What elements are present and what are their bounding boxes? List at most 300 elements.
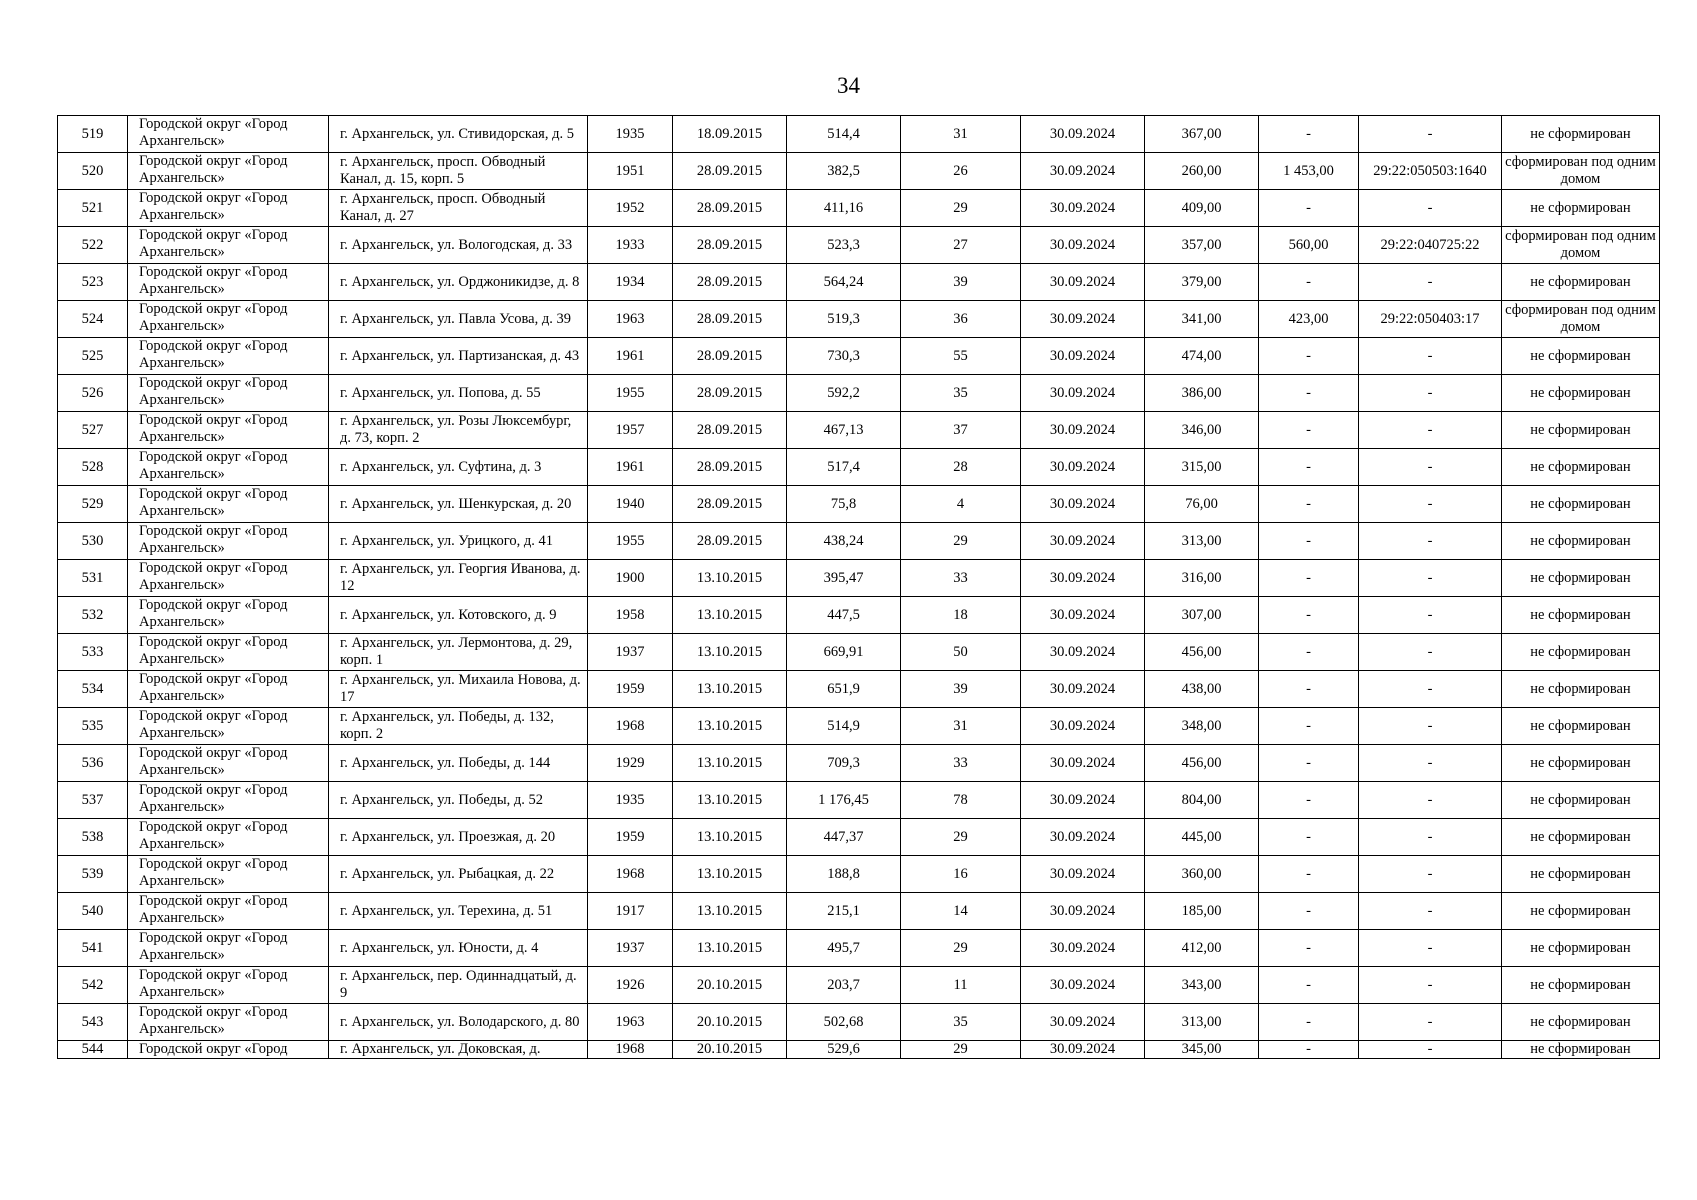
deadline-cell: 30.09.2024 [1021,930,1145,967]
land-status-cell: не сформирован [1502,375,1660,412]
row-number-cell: 523 [58,264,128,301]
table-row [58,782,1660,819]
residents-cell: 78 [901,782,1021,819]
residents-cell: 31 [901,116,1021,153]
table-row [58,412,1660,449]
cadastral-number-cell: 29:22:050403:17 [1359,301,1502,338]
area-cell: 447,5 [787,597,901,634]
recognition-date-cell: 28.09.2015 [673,523,787,560]
row-number-cell: 542 [58,967,128,1004]
recognition-date-cell: 28.09.2015 [673,338,787,375]
recognition-date-cell: 13.10.2015 [673,782,787,819]
recognition-date-cell: 13.10.2015 [673,671,787,708]
table-row [58,227,1660,264]
value-cell: 346,00 [1145,412,1259,449]
land-area-cell: - [1259,893,1359,930]
row-number-cell: 519 [58,116,128,153]
cadastral-number-cell: - [1359,597,1502,634]
residents-cell: 35 [901,1004,1021,1041]
owner-cell: Городской округ «Город Архангельск» [128,523,329,560]
deadline-cell: 30.09.2024 [1021,745,1145,782]
build-year-cell: 1935 [588,782,673,819]
owner-cell: Городской округ «Город Архангельск» [128,1004,329,1041]
row-number-cell: 541 [58,930,128,967]
area-cell: 382,5 [787,153,901,190]
cadastral-number-cell: - [1359,1004,1502,1041]
residents-cell: 14 [901,893,1021,930]
build-year-cell: 1934 [588,264,673,301]
value-cell: 315,00 [1145,449,1259,486]
land-area-cell: - [1259,745,1359,782]
address-cell: г. Архангельск, ул. Володарского, д. 80 [329,1004,588,1041]
land-status-cell: не сформирован [1502,338,1660,375]
build-year-cell: 1955 [588,523,673,560]
recognition-date-cell: 18.09.2015 [673,116,787,153]
cadastral-number-cell: - [1359,856,1502,893]
area-cell: 514,9 [787,708,901,745]
deadline-cell: 30.09.2024 [1021,967,1145,1004]
build-year-cell: 1963 [588,301,673,338]
cadastral-number-cell: - [1359,819,1502,856]
residents-cell: 33 [901,745,1021,782]
build-year-cell: 1900 [588,560,673,597]
deadline-cell: 30.09.2024 [1021,782,1145,819]
address-cell: г. Архангельск, ул. Партизанская, д. 43 [329,338,588,375]
deadline-cell: 30.09.2024 [1021,227,1145,264]
table-row [58,597,1660,634]
value-cell: 185,00 [1145,893,1259,930]
address-cell: г. Архангельск, ул. Урицкого, д. 41 [329,523,588,560]
residents-cell: 39 [901,264,1021,301]
table-row [58,190,1660,227]
area-cell: 669,91 [787,634,901,671]
area-cell: 523,3 [787,227,901,264]
cadastral-number-cell: - [1359,782,1502,819]
row-number-cell: 540 [58,893,128,930]
deadline-cell: 30.09.2024 [1021,264,1145,301]
area-cell: 438,24 [787,523,901,560]
row-number-cell: 544 [58,1041,128,1059]
build-year-cell: 1968 [588,856,673,893]
recognition-date-cell: 28.09.2015 [673,375,787,412]
address-cell: г. Архангельск, ул. Юности, д. 4 [329,930,588,967]
land-area-cell: - [1259,671,1359,708]
residents-cell: 16 [901,856,1021,893]
deadline-cell: 30.09.2024 [1021,819,1145,856]
row-number-cell: 522 [58,227,128,264]
area-cell: 203,7 [787,967,901,1004]
owner-cell: Городской округ «Город Архангельск» [128,227,329,264]
land-area-cell: - [1259,190,1359,227]
land-area-cell: - [1259,708,1359,745]
table-row [58,819,1660,856]
area-cell: 517,4 [787,449,901,486]
deadline-cell: 30.09.2024 [1021,190,1145,227]
build-year-cell: 1958 [588,597,673,634]
table-row [58,930,1660,967]
recognition-date-cell: 28.09.2015 [673,227,787,264]
value-cell: 474,00 [1145,338,1259,375]
area-cell: 709,3 [787,745,901,782]
address-cell: г. Архангельск, ул. Суфтина, д. 3 [329,449,588,486]
address-cell: г. Архангельск, ул. Орджоникидзе, д. 8 [329,264,588,301]
value-cell: 313,00 [1145,1004,1259,1041]
area-cell: 467,13 [787,412,901,449]
owner-cell: Городской округ «Город Архангельск» [128,708,329,745]
table-row [58,893,1660,930]
area-cell: 519,3 [787,301,901,338]
land-area-cell: - [1259,967,1359,1004]
land-area-cell: - [1259,634,1359,671]
value-cell: 804,00 [1145,782,1259,819]
row-number-cell: 533 [58,634,128,671]
land-status-cell: не сформирован [1502,116,1660,153]
recognition-date-cell: 13.10.2015 [673,930,787,967]
owner-cell: Городской округ «Город Архангельск» [128,893,329,930]
recognition-date-cell: 28.09.2015 [673,301,787,338]
land-status-cell: не сформирован [1502,1004,1660,1041]
land-area-cell: - [1259,930,1359,967]
owner-cell: Городской округ «Город Архангельск» [128,967,329,1004]
land-status-cell: не сформирован [1502,523,1660,560]
value-cell: 456,00 [1145,634,1259,671]
owner-cell: Городской округ «Город Архангельск» [128,412,329,449]
land-status-cell: не сформирован [1502,449,1660,486]
value-cell: 348,00 [1145,708,1259,745]
owner-cell: Городской округ «Город Архангельск» [128,375,329,412]
recognition-date-cell: 13.10.2015 [673,745,787,782]
deadline-cell: 30.09.2024 [1021,597,1145,634]
deadline-cell: 30.09.2024 [1021,856,1145,893]
build-year-cell: 1961 [588,449,673,486]
owner-cell: Городской округ «Город Архангельск» [128,153,329,190]
land-area-cell: 423,00 [1259,301,1359,338]
recognition-date-cell: 28.09.2015 [673,486,787,523]
build-year-cell: 1959 [588,671,673,708]
area-cell: 502,68 [787,1004,901,1041]
land-status-cell: не сформирован [1502,893,1660,930]
land-status-cell: сформирован под одним домом [1502,227,1660,264]
residents-cell: 18 [901,597,1021,634]
row-number-cell: 532 [58,597,128,634]
table-row [58,338,1660,375]
land-area-cell: - [1259,412,1359,449]
value-cell: 412,00 [1145,930,1259,967]
deadline-cell: 30.09.2024 [1021,1004,1145,1041]
owner-cell: Городской округ «Город [128,1041,329,1059]
value-cell: 456,00 [1145,745,1259,782]
row-number-cell: 529 [58,486,128,523]
value-cell: 409,00 [1145,190,1259,227]
value-cell: 357,00 [1145,227,1259,264]
land-status-cell: не сформирован [1502,1041,1660,1059]
build-year-cell: 1937 [588,634,673,671]
row-number-cell: 537 [58,782,128,819]
row-number-cell: 543 [58,1004,128,1041]
build-year-cell: 1963 [588,1004,673,1041]
cadastral-number-cell: - [1359,671,1502,708]
housing-registry-table [57,115,1660,1059]
cadastral-number-cell: - [1359,1041,1502,1059]
land-status-cell: не сформирован [1502,930,1660,967]
land-area-cell: - [1259,819,1359,856]
build-year-cell: 1955 [588,375,673,412]
deadline-cell: 30.09.2024 [1021,153,1145,190]
area-cell: 564,24 [787,264,901,301]
residents-cell: 29 [901,523,1021,560]
table-row [58,116,1660,153]
cadastral-number-cell: - [1359,449,1502,486]
row-number-cell: 528 [58,449,128,486]
value-cell: 341,00 [1145,301,1259,338]
address-cell: г. Архангельск, ул. Проезжая, д. 20 [329,819,588,856]
land-status-cell: не сформирован [1502,745,1660,782]
address-cell: г. Архангельск, ул. Попова, д. 55 [329,375,588,412]
build-year-cell: 1952 [588,190,673,227]
cadastral-number-cell: - [1359,893,1502,930]
owner-cell: Городской округ «Город Архангельск» [128,671,329,708]
row-number-cell: 520 [58,153,128,190]
table-row [58,560,1660,597]
cadastral-number-cell: - [1359,930,1502,967]
value-cell: 316,00 [1145,560,1259,597]
build-year-cell: 1961 [588,338,673,375]
address-cell: г. Архангельск, ул. Стивидорская, д. 5 [329,116,588,153]
owner-cell: Городской округ «Город Архангельск» [128,449,329,486]
owner-cell: Городской округ «Город Архангельск» [128,116,329,153]
residents-cell: 35 [901,375,1021,412]
row-number-cell: 525 [58,338,128,375]
land-area-cell: 560,00 [1259,227,1359,264]
area-cell: 651,9 [787,671,901,708]
residents-cell: 31 [901,708,1021,745]
land-area-cell: - [1259,856,1359,893]
table-row [58,671,1660,708]
cadastral-number-cell: - [1359,523,1502,560]
table-row [58,634,1660,671]
cadastral-number-cell: 29:22:040725:22 [1359,227,1502,264]
area-cell: 529,6 [787,1041,901,1059]
build-year-cell: 1935 [588,116,673,153]
recognition-date-cell: 13.10.2015 [673,597,787,634]
owner-cell: Городской округ «Город Архангельск» [128,597,329,634]
deadline-cell: 30.09.2024 [1021,634,1145,671]
area-cell: 592,2 [787,375,901,412]
owner-cell: Городской округ «Город Архангельск» [128,819,329,856]
value-cell: 345,00 [1145,1041,1259,1059]
deadline-cell: 30.09.2024 [1021,523,1145,560]
cadastral-number-cell: - [1359,560,1502,597]
page-number: 34 [837,73,860,98]
recognition-date-cell: 13.10.2015 [673,856,787,893]
recognition-date-cell: 28.09.2015 [673,190,787,227]
address-cell: г. Архангельск, ул. Михаила Новова, д. 17 [329,671,588,708]
value-cell: 438,00 [1145,671,1259,708]
land-area-cell: 1 453,00 [1259,153,1359,190]
land-area-cell: - [1259,338,1359,375]
land-status-cell: сформирован под одним домом [1502,301,1660,338]
land-area-cell: - [1259,486,1359,523]
address-cell: г. Архангельск, ул. Рыбацкая, д. 22 [329,856,588,893]
recognition-date-cell: 13.10.2015 [673,893,787,930]
build-year-cell: 1968 [588,708,673,745]
address-cell: г. Архангельск, ул. Вологодская, д. 33 [329,227,588,264]
table-row [58,264,1660,301]
area-cell: 188,8 [787,856,901,893]
recognition-date-cell: 28.09.2015 [673,264,787,301]
land-area-cell: - [1259,375,1359,412]
owner-cell: Городской округ «Город Архангельск» [128,930,329,967]
row-number-cell: 535 [58,708,128,745]
land-status-cell: не сформирован [1502,967,1660,1004]
deadline-cell: 30.09.2024 [1021,116,1145,153]
deadline-cell: 30.09.2024 [1021,449,1145,486]
table-row [58,486,1660,523]
recognition-date-cell: 13.10.2015 [673,634,787,671]
address-cell: г. Архангельск, просп. Обводный Канал, д. 27 [329,190,588,227]
address-cell: г. Архангельск, ул. Котовского, д. 9 [329,597,588,634]
cadastral-number-cell: - [1359,375,1502,412]
value-cell: 367,00 [1145,116,1259,153]
build-year-cell: 1926 [588,967,673,1004]
table-body [58,116,1660,1059]
land-area-cell: - [1259,560,1359,597]
land-area-cell: - [1259,597,1359,634]
address-cell: г. Архангельск, ул. Розы Люксембург, д. 73, корп. 2 [329,412,588,449]
row-number-cell: 527 [58,412,128,449]
residents-cell: 26 [901,153,1021,190]
residents-cell: 29 [901,190,1021,227]
deadline-cell: 30.09.2024 [1021,1041,1145,1059]
land-area-cell: - [1259,1041,1359,1059]
address-cell: г. Архангельск, ул. Терехина, д. 51 [329,893,588,930]
area-cell: 514,4 [787,116,901,153]
residents-cell: 36 [901,301,1021,338]
row-number-cell: 530 [58,523,128,560]
cadastral-number-cell: - [1359,708,1502,745]
residents-cell: 50 [901,634,1021,671]
owner-cell: Городской округ «Город Архангельск» [128,782,329,819]
owner-cell: Городской округ «Город Архангельск» [128,264,329,301]
table-row [58,375,1660,412]
land-status-cell: не сформирован [1502,560,1660,597]
table-row [58,1004,1660,1041]
owner-cell: Городской округ «Город Архангельск» [128,856,329,893]
land-area-cell: - [1259,449,1359,486]
table-row [58,1041,1660,1059]
recognition-date-cell: 28.09.2015 [673,449,787,486]
cadastral-number-cell: - [1359,116,1502,153]
land-status-cell: не сформирован [1502,671,1660,708]
table-row [58,449,1660,486]
deadline-cell: 30.09.2024 [1021,375,1145,412]
land-status-cell: не сформирован [1502,597,1660,634]
land-status-cell: сформирован под одним домом [1502,153,1660,190]
owner-cell: Городской округ «Город Архангельск» [128,560,329,597]
residents-cell: 11 [901,967,1021,1004]
table-row [58,856,1660,893]
value-cell: 386,00 [1145,375,1259,412]
build-year-cell: 1957 [588,412,673,449]
recognition-date-cell: 13.10.2015 [673,708,787,745]
area-cell: 1 176,45 [787,782,901,819]
recognition-date-cell: 28.09.2015 [673,153,787,190]
value-cell: 307,00 [1145,597,1259,634]
build-year-cell: 1951 [588,153,673,190]
land-status-cell: не сформирован [1502,634,1660,671]
table-row [58,153,1660,190]
land-status-cell: не сформирован [1502,264,1660,301]
residents-cell: 39 [901,671,1021,708]
deadline-cell: 30.09.2024 [1021,671,1145,708]
value-cell: 379,00 [1145,264,1259,301]
deadline-cell: 30.09.2024 [1021,301,1145,338]
residents-cell: 29 [901,930,1021,967]
row-number-cell: 531 [58,560,128,597]
cadastral-number-cell: - [1359,338,1502,375]
cadastral-number-cell: - [1359,634,1502,671]
land-status-cell: не сформирован [1502,486,1660,523]
owner-cell: Городской округ «Город Архангельск» [128,634,329,671]
area-cell: 411,16 [787,190,901,227]
value-cell: 313,00 [1145,523,1259,560]
cadastral-number-cell: - [1359,412,1502,449]
row-number-cell: 539 [58,856,128,893]
table-row [58,301,1660,338]
owner-cell: Городской округ «Город Архангельск» [128,338,329,375]
area-cell: 215,1 [787,893,901,930]
area-cell: 495,7 [787,930,901,967]
build-year-cell: 1933 [588,227,673,264]
cadastral-number-cell: - [1359,190,1502,227]
residents-cell: 29 [901,819,1021,856]
residents-cell: 55 [901,338,1021,375]
recognition-date-cell: 13.10.2015 [673,819,787,856]
cadastral-number-cell: - [1359,967,1502,1004]
address-cell: г. Архангельск, ул. Георгия Иванова, д. 12 [329,560,588,597]
owner-cell: Городской округ «Город Архангельск» [128,190,329,227]
build-year-cell: 1929 [588,745,673,782]
area-cell: 75,8 [787,486,901,523]
residents-cell: 37 [901,412,1021,449]
build-year-cell: 1959 [588,819,673,856]
owner-cell: Городской округ «Город Архангельск» [128,301,329,338]
deadline-cell: 30.09.2024 [1021,412,1145,449]
address-cell: г. Архангельск, ул. Победы, д. 132, корп. 2 [329,708,588,745]
deadline-cell: 30.09.2024 [1021,560,1145,597]
row-number-cell: 536 [58,745,128,782]
address-cell: г. Архангельск, просп. Обводный Канал, д. 15, корп. 5 [329,153,588,190]
land-status-cell: не сформирован [1502,819,1660,856]
address-cell: г. Архангельск, ул. Шенкурская, д. 20 [329,486,588,523]
cadastral-number-cell: - [1359,264,1502,301]
row-number-cell: 538 [58,819,128,856]
land-status-cell: не сформирован [1502,190,1660,227]
cadastral-number-cell: - [1359,486,1502,523]
cadastral-number-cell: 29:22:050503:1640 [1359,153,1502,190]
residents-cell: 29 [901,1041,1021,1059]
land-status-cell: не сформирован [1502,856,1660,893]
row-number-cell: 521 [58,190,128,227]
row-number-cell: 526 [58,375,128,412]
land-area-cell: - [1259,116,1359,153]
table-row [58,967,1660,1004]
land-area-cell: - [1259,782,1359,819]
residents-cell: 33 [901,560,1021,597]
area-cell: 395,47 [787,560,901,597]
deadline-cell: 30.09.2024 [1021,893,1145,930]
row-number-cell: 534 [58,671,128,708]
